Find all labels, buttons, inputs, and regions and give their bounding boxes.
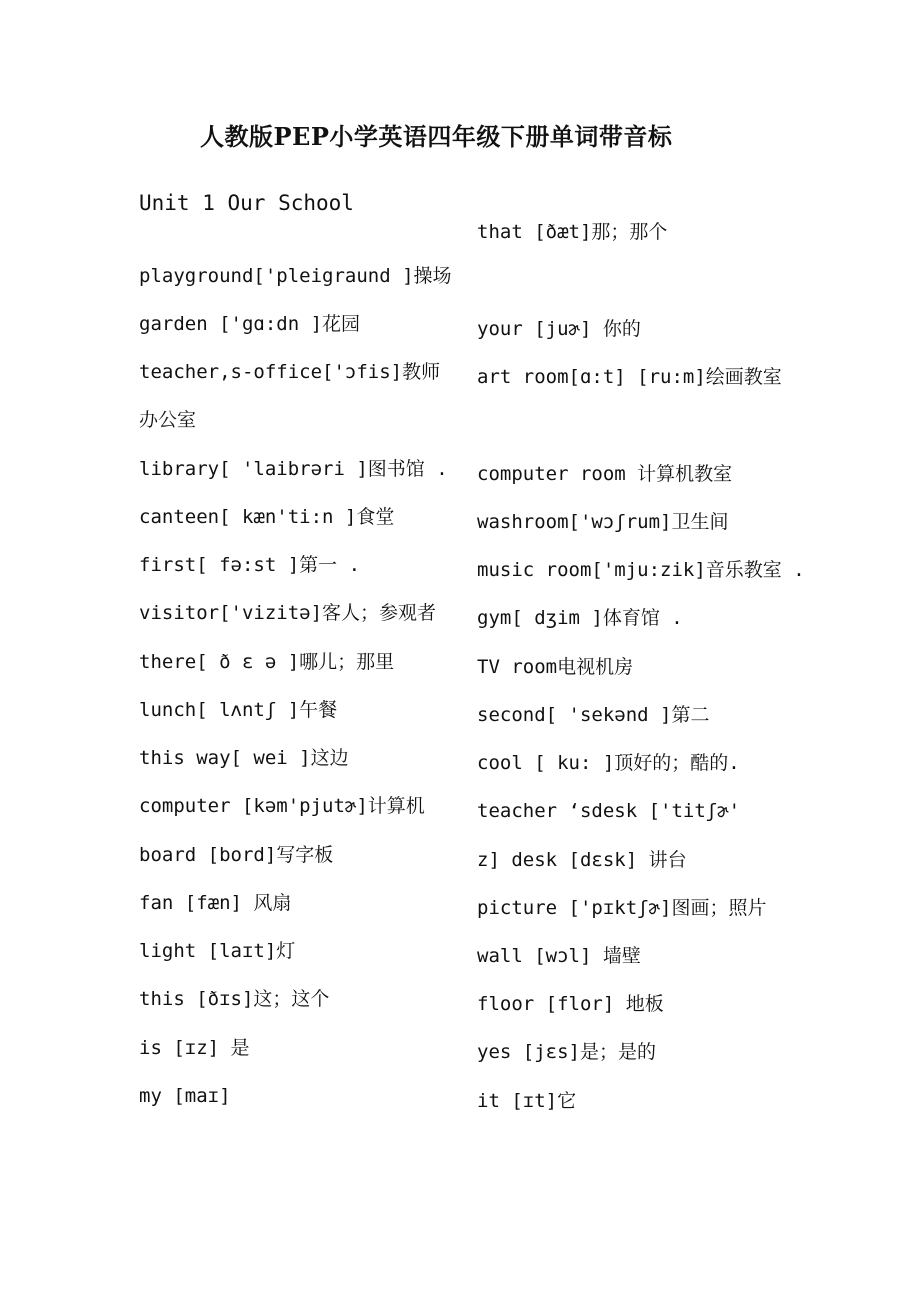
word-entry: board [bord]写字板 xyxy=(139,844,334,866)
word-entry: TV room电视机房 xyxy=(477,656,634,678)
word-entry: 办公室 xyxy=(139,409,197,431)
word-entry: washroom['wɔʃrum]卫生间 xyxy=(477,511,729,533)
word-entry: gym[ dʒim ]体育馆 . xyxy=(477,607,683,629)
word-entry: yes [jɛs]是；是的 xyxy=(477,1041,656,1063)
word-entry: canteen[ kæn'ti:n ]食堂 xyxy=(139,506,395,528)
word-entry: music room['mju:zik]音乐教室 . xyxy=(477,559,805,581)
unit-heading: Unit 1 Our School xyxy=(139,191,354,215)
word-entry: your [juɚ] 你的 xyxy=(477,318,641,340)
word-entry: it [ɪt]它 xyxy=(477,1090,577,1112)
word-entry: visitor['vizitə]客人；参观者 xyxy=(139,602,437,624)
word-entry: is [ɪz] 是 xyxy=(139,1037,250,1059)
word-entry: computer [kəm'pjutɚ]计算机 xyxy=(139,795,425,817)
word-entry: cool [ ku: ]顶好的；酷的. xyxy=(477,752,740,774)
word-entry: teacher ‘sdesk ['titʃɚ' xyxy=(477,800,741,822)
word-entry: second[ 'sekənd ]第二 xyxy=(477,704,710,726)
word-entry: teacher,s-office['ɔfis]教师 xyxy=(139,361,441,383)
word-entry: computer room 计算机教室 xyxy=(477,463,733,485)
word-entry: my [maɪ] xyxy=(139,1085,231,1107)
word-entry: there[ ð ɛ ə ]哪儿；那里 xyxy=(139,651,395,673)
word-entry: floor [flor] 地板 xyxy=(477,993,664,1015)
word-entry: playground['pleigraund ]操场 xyxy=(139,265,452,287)
document-title: 人教版PEP小学英语四年级下册单词带音标 xyxy=(200,122,673,151)
word-entry: library[ 'laibrəri ]图书馆 . xyxy=(139,458,448,480)
word-entry: picture ['pɪktʃɚ]图画；照片 xyxy=(477,897,767,919)
word-entry: fan [fæn] 风扇 xyxy=(139,892,292,914)
word-entry: light [laɪt]灯 xyxy=(139,940,296,962)
word-entry: this way[ wei ]这边 xyxy=(139,747,349,769)
word-entry: lunch[ lʌntʃ ]午餐 xyxy=(139,699,338,721)
word-entry: z] desk [dɛsk] 讲台 xyxy=(477,849,687,871)
word-entry: this [ðɪs]这；这个 xyxy=(139,988,330,1010)
word-entry: art room[ɑ:t] [ru:m]绘画教室 xyxy=(477,366,782,388)
word-entry: garden ['gɑ:dn ]花园 xyxy=(139,313,361,335)
word-entry: first[ fə:st ]第一 . xyxy=(139,554,361,576)
word-entry: wall [wɔl] 墙壁 xyxy=(477,945,641,967)
word-entry: that [ðæt]那；那个 xyxy=(477,221,668,243)
